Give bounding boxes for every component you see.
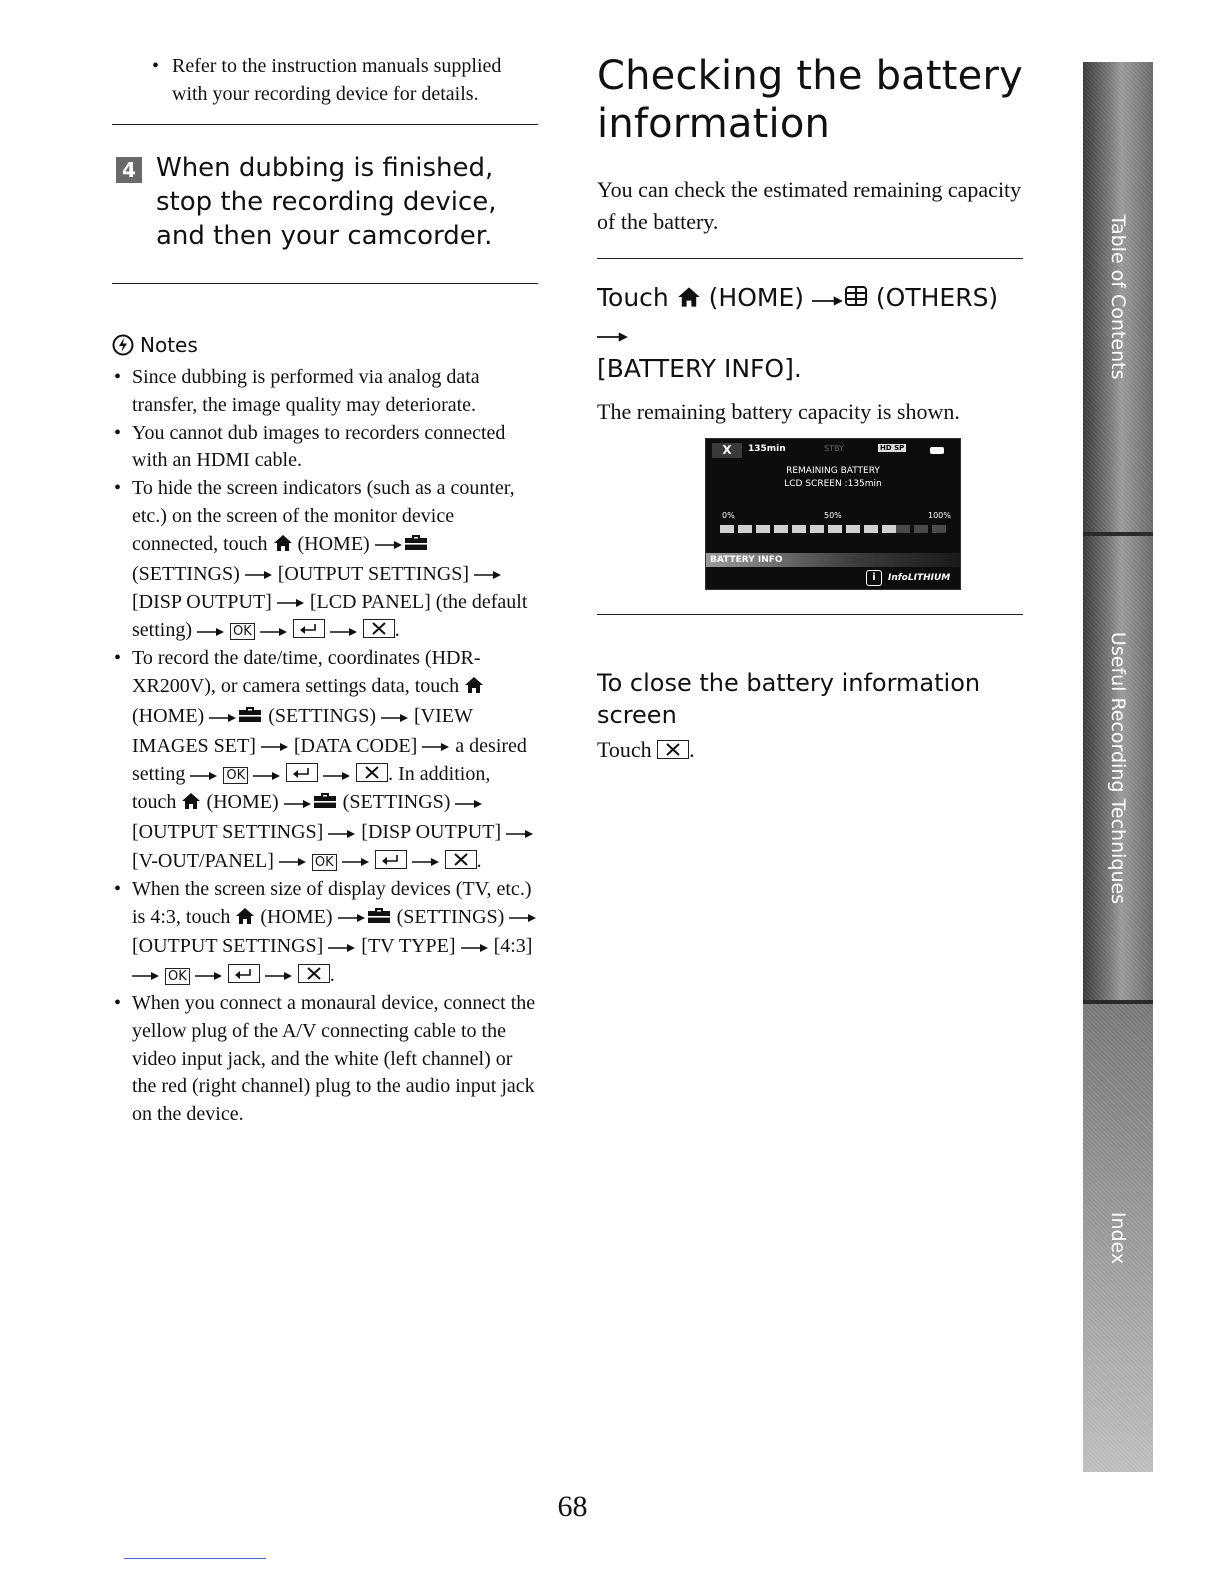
note-text: (HOME) bbox=[292, 532, 375, 555]
instruction-text: (HOME) bbox=[700, 283, 812, 312]
battery-level-empty bbox=[896, 525, 946, 533]
close-key-icon bbox=[363, 619, 395, 638]
arrow-icon bbox=[132, 962, 160, 990]
note-item: • To hide the screen indicators (such as a counter, etc.) on the screen of the monitor device connected, touch (HOME) (SETTINGS) [OUTPUT SETTINGS] [DISP OUTPUT] [LCD PANEL] (the default setting) OK . bbox=[112, 475, 538, 645]
lcd-quality-badge: HD SP bbox=[880, 444, 905, 452]
divider bbox=[112, 283, 538, 284]
arrow-icon bbox=[812, 282, 844, 316]
instruction-text: Touch bbox=[597, 737, 658, 762]
note-text: To record the date/time, coordinates (HDR-XR200V), or camera settings data, touch bbox=[132, 647, 481, 698]
note-text: You cannot dub images to recorders connected with an HDMI cable. bbox=[132, 421, 506, 472]
arrow-icon bbox=[245, 561, 273, 589]
note-text: To hide the screen indicators (such as a counter, etc.) on the screen of the monitor device connected, touch bbox=[132, 477, 515, 555]
settings-toolbox-icon bbox=[237, 704, 263, 733]
intro-bullet-text: Refer to the instruction manuals supplied with your recording device for details. bbox=[172, 55, 502, 105]
scale-label-50: 50% bbox=[824, 511, 842, 520]
arrow-icon bbox=[261, 733, 289, 761]
note-item bbox=[112, 420, 538, 476]
arrow-icon bbox=[284, 790, 312, 818]
note-text: When the screen size of display devices (TV, etc.) is 4:3, touch bbox=[132, 877, 532, 928]
note-text: Since dubbing is performed via analog data transfer, the image quality may deteriorate. bbox=[132, 366, 480, 416]
home-icon bbox=[464, 675, 484, 703]
home-icon bbox=[273, 533, 293, 561]
bullet-dot: • bbox=[114, 421, 122, 444]
note-text: When you connect a monaural device, connect the yellow plug of the A/V connecting cable to the video input jack, and the white (left channel) or the red (right channel) plug to the audio input jack on the device. bbox=[132, 992, 536, 1126]
bullet-dot: • bbox=[114, 647, 122, 670]
tab-useful-recording-techniques[interactable] bbox=[1083, 536, 1153, 1000]
close-heading: To close the battery information screen bbox=[597, 669, 981, 729]
others-icon bbox=[844, 283, 868, 317]
step-number-badge: 4 bbox=[116, 157, 142, 183]
bullet-dot: • bbox=[114, 366, 122, 388]
note-item: • When the screen size of display devices (TV, etc.) is 4:3, touch (HOME) (SETTINGS) [OUTPUT SETTINGS] [TV TYPE] [4:3] OK . bbox=[112, 876, 538, 990]
battery-info-screen bbox=[705, 438, 961, 590]
arrow-icon bbox=[474, 561, 502, 589]
lcd-remaining-time: 135min bbox=[748, 444, 786, 454]
note-item: • To record the date/time, coordinates (HDR-XR200V), or camera settings data, touch (HOME) (SETTINGS) [VIEW IMAGES SET] [DATA CODE] a desired setting OK . In addition, touch (HOME) (SETTINGS) [OUTPUT SETTINGS] [DISP OUTPUT] [V-OUT/PANEL] OK . bbox=[112, 645, 538, 875]
arrow-icon bbox=[190, 762, 218, 790]
close-key-icon bbox=[356, 763, 388, 782]
infolithium-label: InfoLITHIUM bbox=[888, 573, 951, 583]
lcd-message-detail: LCD SCREEN :135min bbox=[784, 479, 882, 489]
tab-index[interactable] bbox=[1083, 1004, 1153, 1472]
left-column bbox=[112, 52, 538, 1129]
divider bbox=[112, 124, 538, 125]
arrow-icon bbox=[197, 618, 225, 646]
note-item bbox=[112, 990, 538, 1129]
note-text: [V-OUT/PANEL] bbox=[132, 849, 279, 872]
close-key-icon bbox=[657, 740, 689, 759]
notes-icon bbox=[112, 334, 134, 356]
result-text: The remaining battery capacity is shown. bbox=[597, 399, 960, 424]
arrow-icon bbox=[330, 618, 358, 646]
tab-label: Useful Recording Techniques bbox=[1107, 631, 1129, 905]
infolithium-badge bbox=[866, 570, 950, 586]
arrow-icon bbox=[506, 820, 534, 848]
instruction-text: (OTHERS) bbox=[867, 283, 999, 312]
page-number: 68 bbox=[557, 1490, 588, 1523]
note-text: (HOME) bbox=[255, 905, 338, 928]
arrow-icon bbox=[342, 848, 370, 876]
battery-icon bbox=[930, 447, 944, 454]
bullet-dot: • bbox=[114, 877, 122, 900]
step-4-text: When dubbing is finished, stop the recording device, and then your camcorder. bbox=[156, 153, 497, 251]
note-text: [DISP OUTPUT] bbox=[356, 821, 507, 844]
battery-level-bar bbox=[720, 525, 946, 533]
tab-label: Index bbox=[1107, 1211, 1129, 1265]
divider bbox=[597, 614, 1023, 615]
note-text: (HOME) bbox=[201, 791, 284, 814]
arrow-icon bbox=[277, 589, 305, 617]
arrow-icon bbox=[328, 820, 356, 848]
instruction-text: Touch bbox=[597, 283, 677, 312]
bullet-dot: • bbox=[152, 55, 160, 77]
close-key-icon bbox=[298, 964, 330, 983]
settings-toolbox-icon bbox=[366, 905, 392, 934]
note-text: [OUTPUT SETTINGS] bbox=[132, 821, 329, 844]
info-icon: i bbox=[866, 570, 882, 586]
return-key-icon bbox=[286, 763, 318, 782]
lcd-standby-status: STBY bbox=[824, 444, 844, 453]
arrow-icon bbox=[381, 704, 409, 732]
note-text: . In addition, touch bbox=[132, 763, 491, 814]
home-icon bbox=[677, 283, 701, 317]
settings-toolbox-icon bbox=[403, 532, 429, 561]
ok-key: OK bbox=[230, 623, 255, 640]
lcd-screen-title: BATTERY INFO bbox=[710, 555, 783, 565]
notes-list bbox=[112, 364, 538, 1129]
tab-label: Table of Contents bbox=[1107, 214, 1129, 380]
tab-table-of-contents[interactable] bbox=[1083, 62, 1153, 532]
note-text: [4:3] bbox=[488, 935, 533, 958]
bullet-dot: • bbox=[114, 477, 122, 500]
battery-level-fill bbox=[720, 525, 896, 533]
note-text: (SETTINGS) bbox=[263, 705, 381, 728]
return-key-icon bbox=[228, 964, 260, 983]
ok-key: OK bbox=[165, 968, 190, 985]
arrow-icon bbox=[209, 704, 237, 732]
arrow-icon bbox=[455, 790, 483, 818]
note-text: [VIEW IMAGES SET] bbox=[132, 705, 473, 757]
note-text: [DATA CODE] bbox=[288, 734, 423, 757]
note-text: (SETTINGS) bbox=[391, 905, 510, 928]
bullet-dot: • bbox=[114, 992, 122, 1015]
page-title: Checking the battery information bbox=[597, 53, 1023, 147]
instruction-text: [BATTERY INFO]. bbox=[597, 354, 802, 383]
arrow-icon bbox=[597, 318, 629, 352]
arrow-icon bbox=[375, 531, 403, 559]
arrow-icon bbox=[412, 848, 440, 876]
note-text: (HOME) bbox=[132, 705, 210, 728]
arrow-icon bbox=[260, 618, 288, 646]
home-icon bbox=[181, 791, 201, 819]
lcd-close-button[interactable]: X bbox=[712, 443, 742, 458]
lcd-message-title: REMAINING BATTERY bbox=[786, 466, 880, 476]
scale-label-0: 0% bbox=[722, 511, 735, 520]
arrow-icon bbox=[509, 904, 537, 932]
scale-label-100: 100% bbox=[928, 511, 951, 520]
settings-toolbox-icon bbox=[312, 790, 338, 819]
note-text: [TV TYPE] bbox=[356, 935, 461, 958]
note-text: [OUTPUT SETTINGS] bbox=[132, 935, 329, 958]
right-column bbox=[597, 52, 1023, 765]
return-key-icon bbox=[375, 850, 407, 869]
arrow-icon bbox=[253, 762, 281, 790]
side-tab-bar bbox=[1083, 62, 1153, 1472]
arrow-icon bbox=[265, 962, 293, 990]
close-instruction: Touch . bbox=[597, 737, 695, 762]
arrow-icon bbox=[461, 934, 489, 962]
home-icon bbox=[235, 906, 255, 934]
arrow-icon bbox=[328, 934, 356, 962]
note-text: [LCD PANEL] (the default setting) bbox=[132, 590, 528, 642]
ok-key: OK bbox=[312, 854, 337, 871]
step-4 bbox=[112, 151, 538, 253]
close-key-icon bbox=[445, 850, 477, 869]
note-text: a desired setting bbox=[132, 734, 527, 786]
note-text: (SETTINGS) bbox=[132, 562, 245, 585]
arrow-icon bbox=[338, 904, 366, 932]
arrow-icon bbox=[422, 733, 450, 761]
return-key-icon bbox=[293, 619, 325, 638]
arrow-icon bbox=[195, 962, 223, 990]
note-item bbox=[112, 364, 538, 420]
footer-link-line bbox=[124, 1558, 266, 1559]
divider bbox=[597, 258, 1023, 259]
ok-key: OK bbox=[223, 767, 248, 784]
notes-heading bbox=[112, 332, 538, 358]
intro-text: You can check the estimated remaining capacity of the battery. bbox=[597, 177, 1022, 234]
note-text: [OUTPUT SETTINGS] bbox=[272, 562, 475, 585]
intro-bullet bbox=[152, 52, 538, 108]
arrow-icon bbox=[279, 848, 307, 876]
arrow-icon bbox=[323, 762, 351, 790]
lcd-status-bar bbox=[706, 441, 960, 459]
note-text: (SETTINGS) bbox=[337, 791, 456, 814]
notes-title: Notes bbox=[140, 333, 198, 357]
touch-instruction bbox=[597, 281, 1023, 386]
note-text: [DISP OUTPUT] bbox=[132, 590, 277, 613]
